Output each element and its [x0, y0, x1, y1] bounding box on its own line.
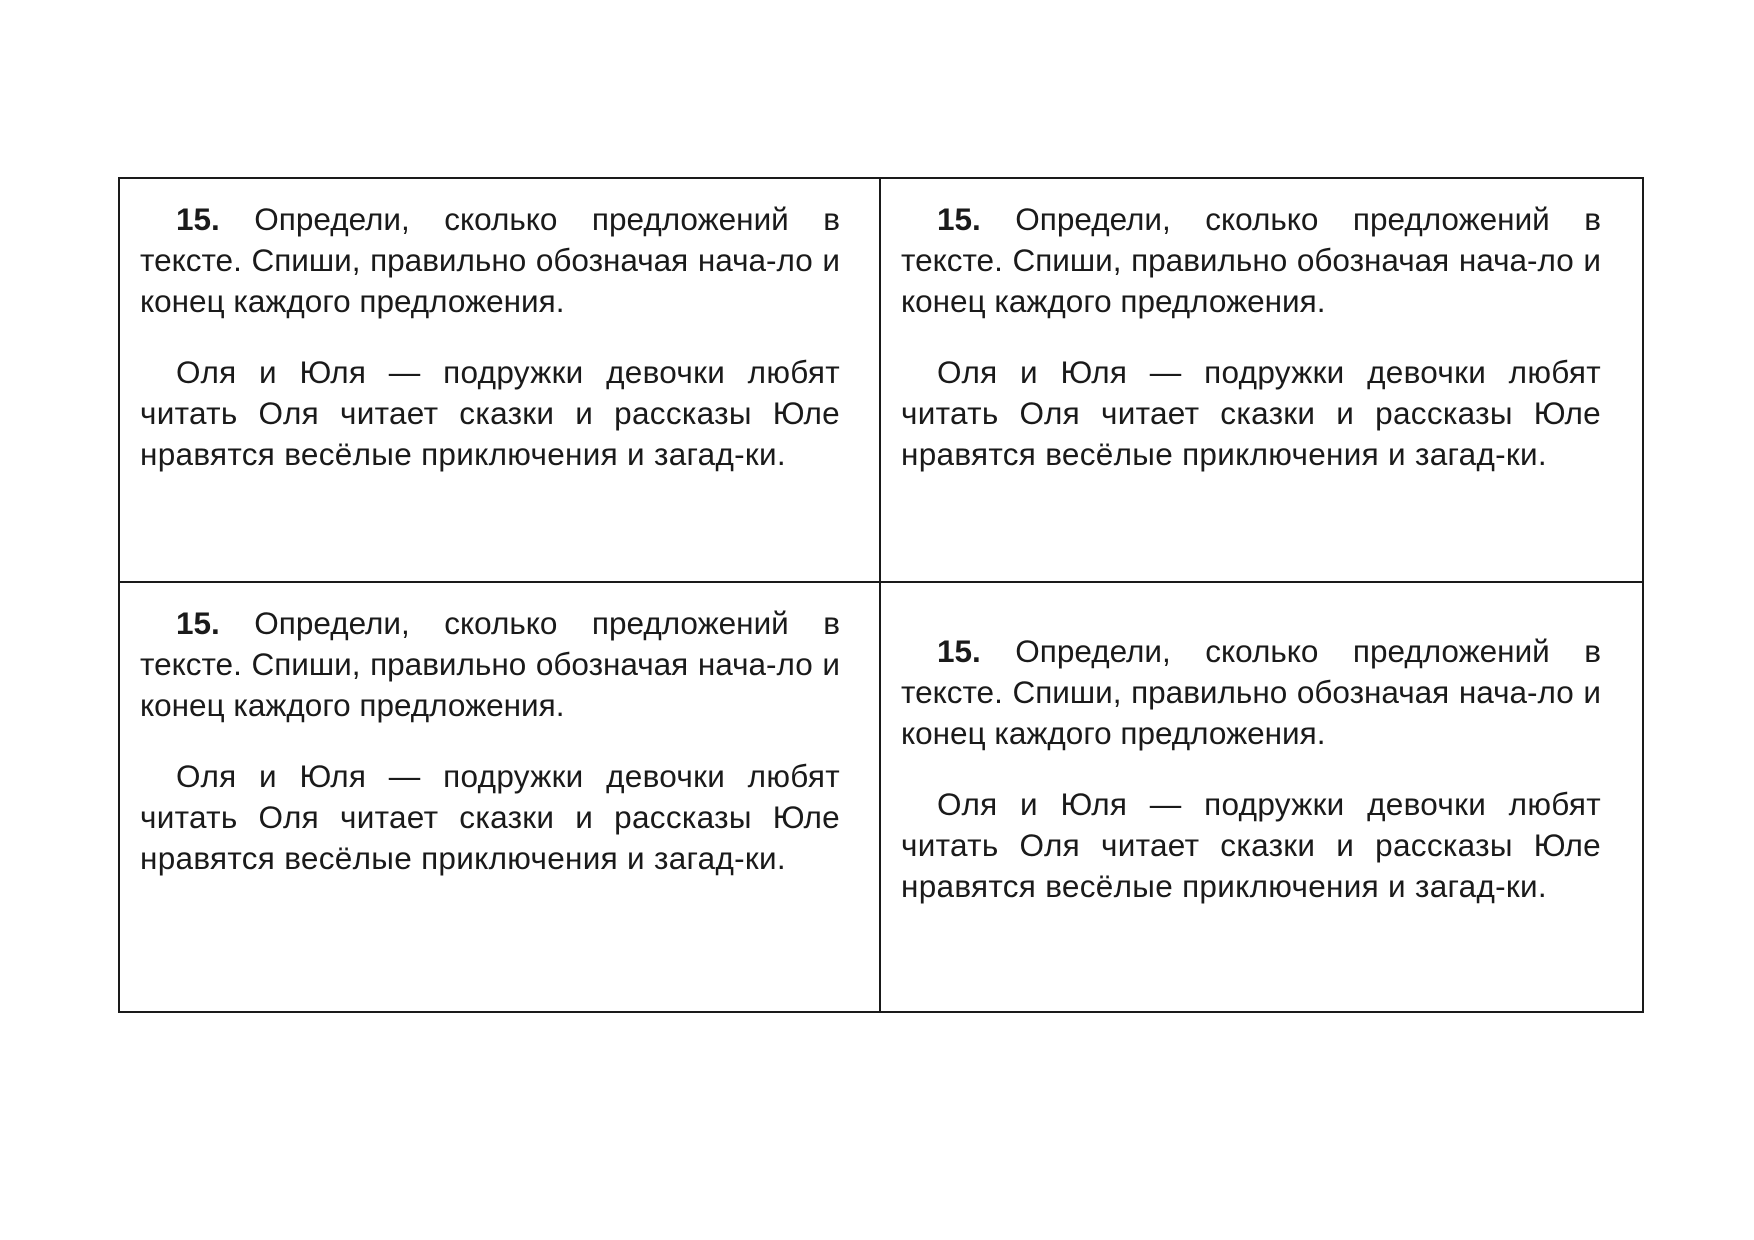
task-card-content	[140, 603, 840, 879]
exercise-text: Оля и Юля — подружки девочки любят читать Оля читает сказки и рассказы Юле нравятся весёлые приключения и загад-ки.	[140, 354, 840, 472]
task-card	[881, 179, 1642, 583]
exercise-text: Оля и Юля — подружки девочки любят читать Оля читает сказки и рассказы Юле нравятся весёлые приключения и загад-ки.	[140, 758, 840, 876]
exercise-text: Оля и Юля — подружки девочки любят читать Оля читает сказки и рассказы Юле нравятся весёлые приключения и загад-ки.	[901, 354, 1601, 472]
task-instruction	[901, 631, 1601, 754]
task-card-content	[901, 631, 1601, 907]
task-text: Определи, сколько предложений в тексте. Спиши, правильно обозначая нача-ло и конец каждого предложения.	[901, 633, 1601, 751]
task-text: Определи, сколько предложений в тексте. Спиши, правильно обозначая нача-ло и конец каждого предложения.	[140, 605, 840, 723]
task-number: 15.	[176, 605, 220, 641]
task-instruction	[901, 199, 1601, 322]
task-text: Определи, сколько предложений в тексте. Спиши, правильно обозначая нача-ло и конец каждого предложения.	[901, 201, 1601, 319]
task-number: 15.	[937, 201, 981, 237]
task-card-content	[901, 199, 1601, 475]
task-number: 15.	[937, 633, 981, 669]
worksheet-grid	[118, 177, 1644, 1013]
task-number: 15.	[176, 201, 220, 237]
task-text: Определи, сколько предложений в тексте. Спиши, правильно обозначая нача-ло и конец каждого предложения.	[140, 201, 840, 319]
task-card	[120, 179, 881, 583]
exercise-text: Оля и Юля — подружки девочки любят читать Оля читает сказки и рассказы Юле нравятся весёлые приключения и загад-ки.	[901, 786, 1601, 904]
task-instruction	[140, 603, 840, 726]
task-card	[881, 583, 1642, 1011]
task-instruction	[140, 199, 840, 322]
task-card	[120, 583, 881, 1011]
task-card-content	[140, 199, 840, 475]
